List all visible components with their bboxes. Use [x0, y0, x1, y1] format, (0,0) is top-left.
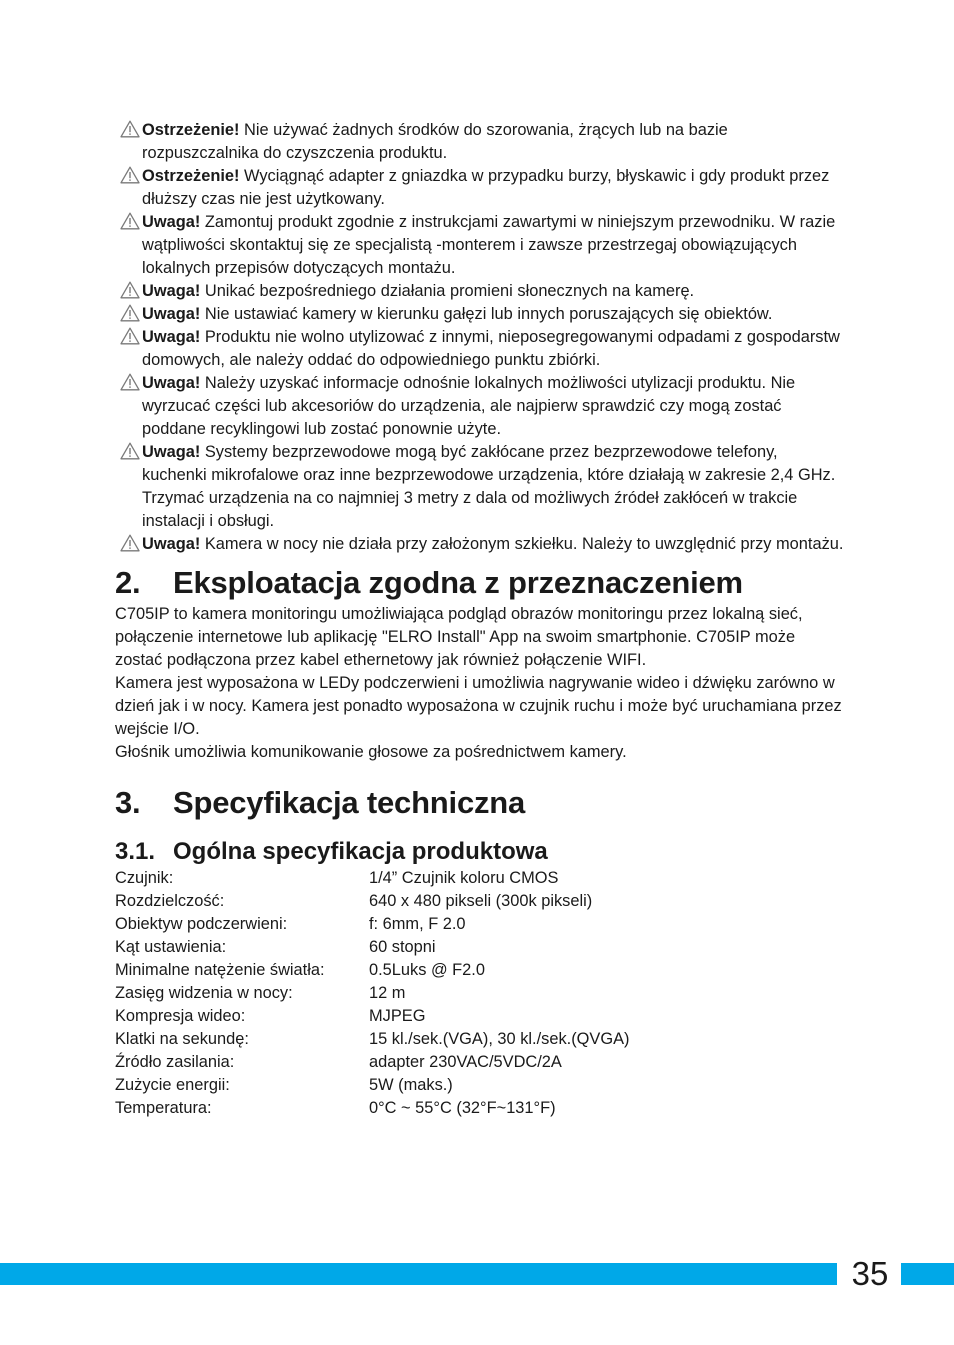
spec-label: Temperatura: [115, 1099, 212, 1117]
warning-triangle-icon [120, 373, 140, 391]
section-3-number: 3. [115, 785, 141, 820]
spec-row [115, 913, 630, 936]
warning-label: Ostrzeżenie! [142, 167, 240, 185]
page-content [115, 119, 845, 1120]
warning-item [115, 280, 845, 303]
warning-item [115, 533, 845, 556]
page-number: 35 [851, 1255, 889, 1292]
spec-label: Źródło zasilania: [115, 1053, 235, 1071]
warning-text: Należy uzyskać informacje odnośnie lokalnych możliwości utylizacji produktu. Nie wyrzucać części lub akcesoriów do urządzenia, ale najpierw sprawdzić czy mogą zostać poddane recyklingowi lub zostać ponownie użyte. [142, 374, 796, 438]
warning-label: Uwaga! [142, 374, 201, 392]
warning-item [115, 303, 845, 326]
spec-row [115, 1028, 630, 1051]
spec-row [115, 1074, 630, 1097]
warning-text: Nie używać żadnych środków do szorowania, żrących lub na bazie rozpuszczalnika do czyszczenia produktu. [142, 121, 728, 162]
warning-label: Uwaga! [142, 213, 201, 231]
warning-text: Produktu nie wolno utylizować z innymi, nieposegregowanymi odpadami z gospodarstw domowych, ale należy oddać do odpowiedniego punktu zbiórki. [142, 328, 840, 369]
warning-label: Uwaga! [142, 328, 201, 346]
spec-row [115, 982, 630, 1005]
warning-item [115, 119, 845, 165]
spec-value: f: 6mm, F 2.0 [369, 915, 466, 933]
warning-text: Nie ustawiać kamery w kierunku gałęzi lub innych poruszających się obiektów. [200, 305, 773, 323]
warning-label: Uwaga! [142, 443, 201, 461]
section-2-body [115, 603, 845, 764]
spec-label: Kąt ustawienia: [115, 938, 227, 956]
spec-label: Zużycie energii: [115, 1076, 230, 1094]
warning-triangle-icon [120, 534, 140, 552]
warning-item [115, 372, 845, 441]
section-2-title: Eksploatacja zgodna z przeznaczeniem [173, 565, 743, 600]
spec-row [115, 890, 630, 913]
spec-value: MJPEG [369, 1007, 426, 1025]
section-2-paragraph: Kamera jest wyposażona w LEDy podczerwieni i umożliwia nagrywanie wideo i dźwięku zarówno w dzień jak i w nocy. Kamera jest ponadto wyposażona w czujnik ruchu i może być uruchamiana przez wejście I/O. [115, 674, 842, 738]
footer-bar-right [901, 1263, 954, 1285]
warning-text: Systemy bezprzewodowe mogą być zakłócane przez bezprzewodowe telefony, kuchenki mikrofalowe oraz inne bezprzewodowe urządzenia, które działają w zakresie 2,4 GHz. Trzymać urządzenia na co najmniej 3 metry z dala od możliwych źródeł zakłóceń w trakcie instalacji i obsługi. [142, 443, 836, 530]
spec-value: 0°C ~ 55°C (32°F~131°F) [369, 1099, 556, 1117]
footer-bar [0, 1263, 954, 1285]
spec-row [115, 1097, 630, 1120]
section-3-title: Specyfikacja techniczna [173, 785, 526, 820]
warning-text: Unikać bezpośredniego działania promieni słonecznych na kamerę. [200, 282, 695, 300]
spec-value: 5W (maks.) [369, 1076, 453, 1094]
subsection-3-1-number: 3.1. [115, 838, 156, 865]
warning-triangle-icon [120, 166, 140, 184]
spec-label: Obiektyw podczerwieni: [115, 915, 288, 933]
footer-bar-left [0, 1263, 837, 1285]
section-2-paragraph: C705IP to kamera monitoringu umożliwiająca podgląd obrazów monitoringu przez lokalną sieć, połączenie internetowe lub aplikację "ELRO Install" App na swoim smartphonie. C705IP może zostać podłączona przez kabel ethernetowy jak również połączenie WIFI. [115, 605, 803, 669]
warning-text: Wyciągnąć adapter z gniazdka w przypadku burzy, błyskawic i gdy produkt przez dłuższy czas nie jest użytkowany. [142, 167, 830, 208]
section-2-number: 2. [115, 565, 141, 600]
spec-value: 0.5Luks @ F2.0 [369, 961, 485, 979]
warning-item [115, 326, 845, 372]
warning-text: Zamontuj produkt zgodnie z instrukcjami zawartymi w niniejszym przewodniku. W razie wątpliwości skontaktuj się ze specjalistą -monterem i zawsze przestrzegaj obowiązujących lokalnych przepisów dotyczących montażu. [142, 213, 836, 277]
spec-value: 640 x 480 pikseli (300k pikseli) [369, 892, 593, 910]
spec-label: Klatki na sekundę: [115, 1030, 249, 1048]
spec-label: Zasięg widzenia w nocy: [115, 984, 293, 1002]
warning-text: Kamera w nocy nie działa przy założonym szkiełku. Należy to uwzględnić przy montażu. [200, 535, 844, 553]
spec-value: 60 stopni [369, 938, 436, 956]
spec-table [115, 867, 630, 1120]
spec-value: 1/4” Czujnik koloru CMOS [369, 869, 559, 887]
spec-label: Czujnik: [115, 869, 174, 887]
warning-item [115, 211, 845, 280]
subsection-3-1-title: Ogólna specyfikacja produktowa [173, 838, 548, 865]
spec-label: Kompresja wideo: [115, 1007, 246, 1025]
warning-triangle-icon [120, 281, 140, 299]
spec-value: 15 kl./sek.(VGA), 30 kl./sek.(QVGA) [369, 1030, 630, 1048]
warning-label: Uwaga! [142, 535, 201, 553]
warning-triangle-icon [120, 120, 140, 138]
warning-triangle-icon [120, 304, 140, 322]
spec-row [115, 1051, 630, 1074]
section-2-heading [115, 563, 845, 603]
warning-item [115, 165, 845, 211]
spec-label: Minimalne natężenie światła: [115, 961, 325, 979]
spacer [115, 764, 845, 776]
spec-label: Rozdzielczość: [115, 892, 225, 910]
warning-item [115, 441, 845, 533]
spec-row [115, 959, 630, 982]
spec-value: 12 m [369, 984, 406, 1002]
subsection-3-1-heading [115, 837, 845, 867]
warning-label: Uwaga! [142, 305, 201, 323]
warning-triangle-icon [120, 442, 140, 460]
warning-list [115, 119, 845, 556]
spec-row [115, 1005, 630, 1028]
warning-label: Uwaga! [142, 282, 201, 300]
spec-row [115, 936, 630, 959]
section-3-heading [115, 783, 845, 823]
warning-triangle-icon [120, 212, 140, 230]
spec-value: adapter 230VAC/5VDC/2A [369, 1053, 562, 1071]
warning-label: Ostrzeżenie! [142, 121, 240, 139]
warning-triangle-icon [120, 327, 140, 345]
spec-row [115, 867, 630, 890]
section-2-paragraph: Głośnik umożliwia komunikowanie głosowe za pośrednictwem kamery. [115, 743, 627, 761]
